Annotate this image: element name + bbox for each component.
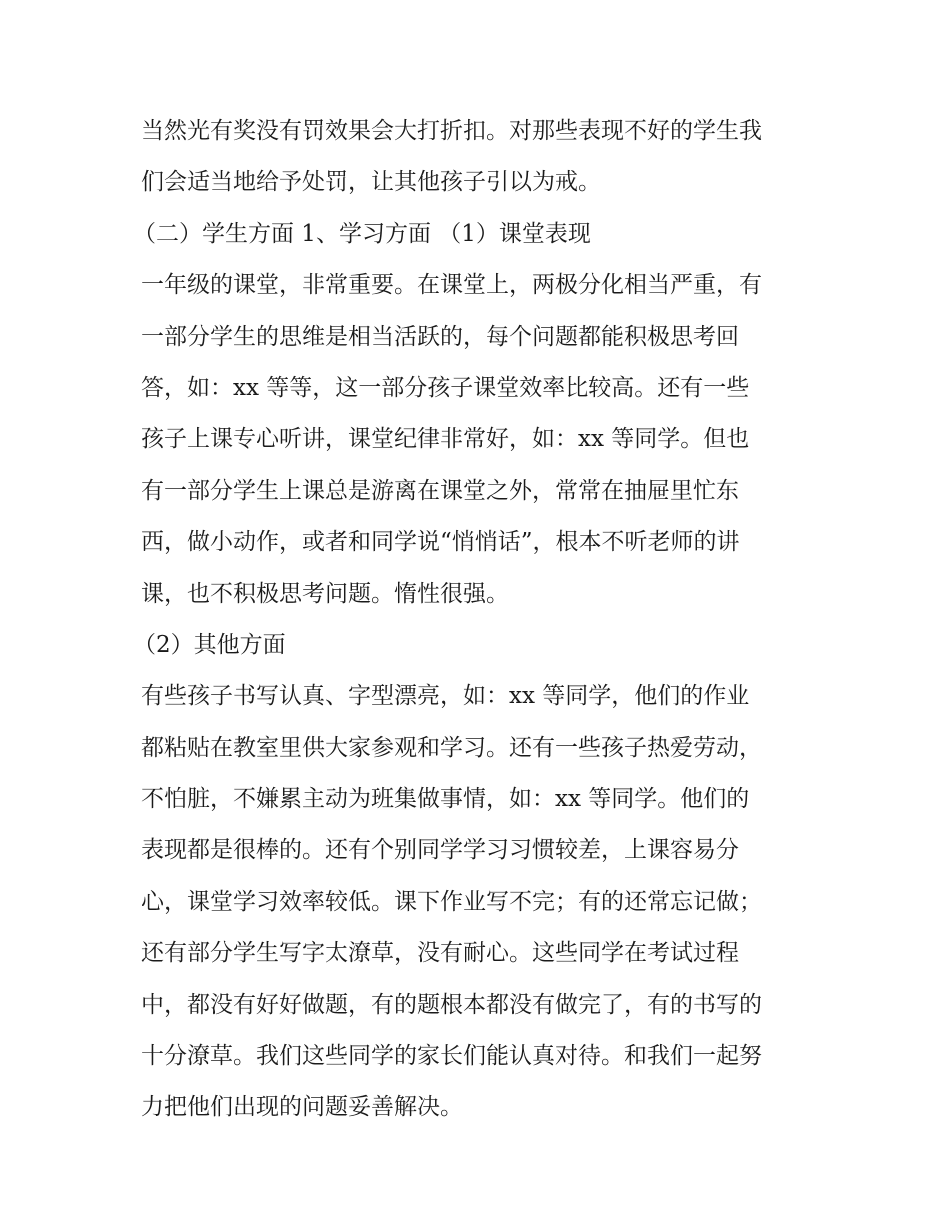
paragraph-line: 一年级的课堂，非常重要。在课堂上，两极分化相当严重，有 [141,272,762,299]
paragraph-line: 都粘贴在教室里供大家参观和学习。还有一些孩子热爱劳动， [141,734,762,761]
paragraph-line: 孩子上课专心听讲，课堂纪律非常好，如：xx 等同学。但也 [141,426,750,453]
paragraph-line: 有一部分学生上课总是游离在课堂之外，常常在抽屉里忙东 [141,477,739,504]
paragraph-line: 十分潦草。我们这些同学的家长们能认真对待。和我们一起努 [141,1043,762,1070]
paragraph-line: 一部分学生的思维是相当活跃的，每个问题都能积极思考回 [141,323,739,350]
paragraph-line: 中，都没有好好做题，有的题根本都没有做完了，有的书写的 [141,991,762,1018]
document-body [133,106,821,1134]
paragraph-line: 力把他们出现的问题妥善解决。 [141,1094,463,1121]
paragraph-line: 不怕脏，不嫌累主动为班集做事情，如：xx 等同学。他们的 [141,786,750,813]
section-heading: （二）学生方面 1、学习方面 （1）课堂表现 [133,220,591,247]
subsection-heading: （2）其他方面 [133,631,286,658]
paragraph-line: 答，如：xx 等等，这一部分孩子课堂效率比较高。还有一些 [141,374,750,401]
paragraph-line: 有些孩子书写认真、字型漂亮，如：xx 等同学，他们的作业 [141,683,750,710]
paragraph-line: 还有部分学生写字太潦草，没有耐心。这些同学在考试过程 [141,940,739,967]
paragraph-line: 当然光有奖没有罚效果会大打折扣。对那些表现不好的学生我 [141,118,762,144]
paragraph-line: 课，也不积极思考问题。惰性很强。 [141,580,509,607]
paragraph-line: 们会适当地给予处罚，让其他孩子引以为戒。 [141,169,601,196]
paragraph-line: 表现都是很棒的。还有个别同学学习习惯较差，上课容易分 [141,837,739,864]
paragraph-line: 西，做小动作，或者和同学说“悄悄话”，根本不听老师的讲 [141,529,740,556]
paragraph-line: 心，课堂学习效率较低。课下作业写不完；有的还常忘记做； [141,888,762,915]
